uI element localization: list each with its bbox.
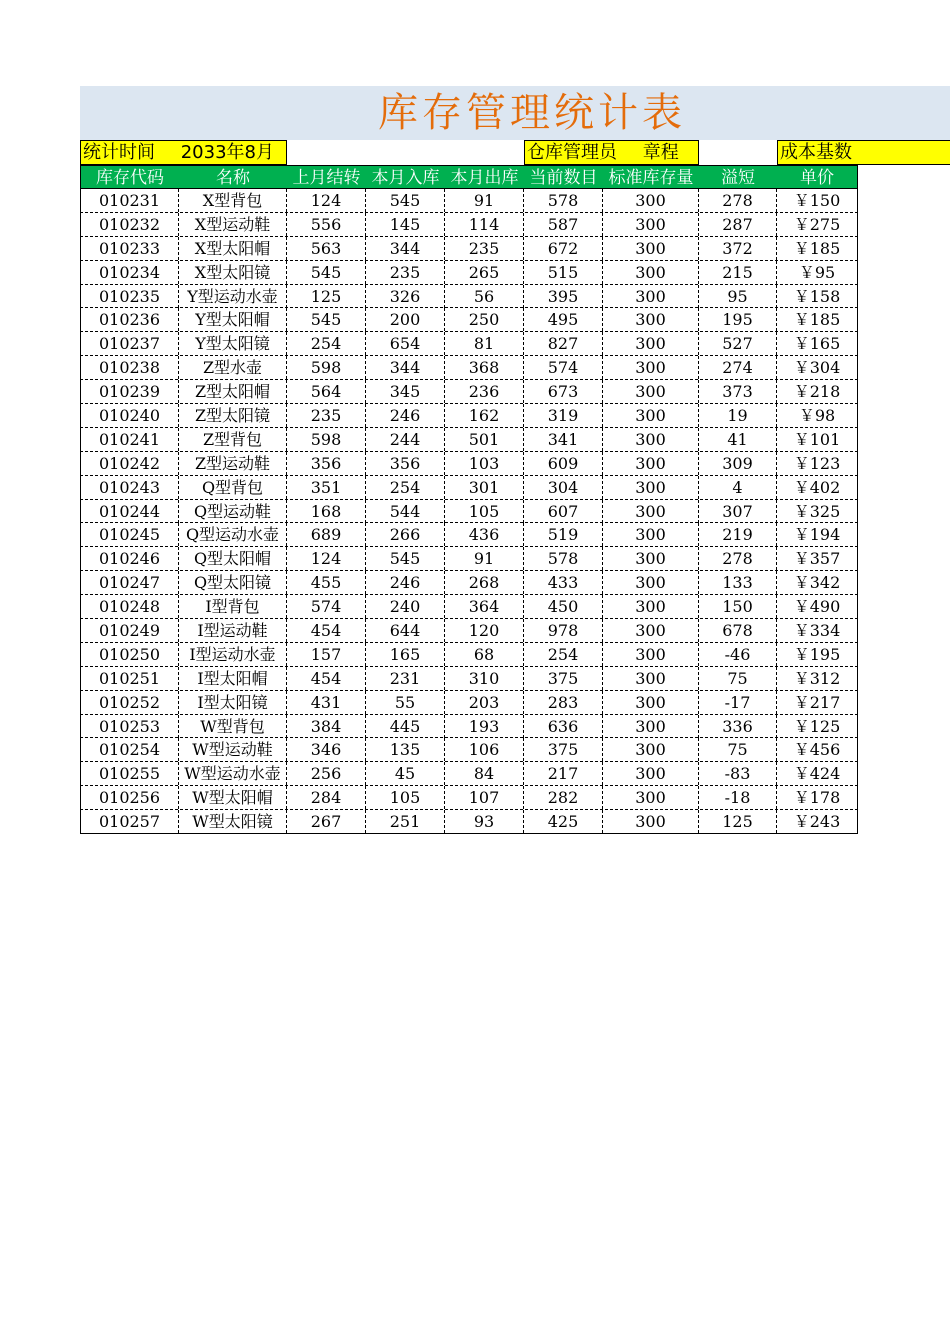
cell-name[interactable]: Z型太阳帽 xyxy=(179,380,287,403)
cell-price[interactable]: ￥304 xyxy=(777,356,858,379)
cell-out[interactable]: 107 xyxy=(445,786,524,809)
cell-code[interactable]: 010254 xyxy=(80,738,179,761)
cell-current[interactable]: 519 xyxy=(524,523,603,546)
cell-price[interactable]: ￥325 xyxy=(777,500,858,523)
cell-name[interactable]: I型太阳镜 xyxy=(179,691,287,714)
table-row xyxy=(80,786,858,810)
cell-current[interactable]: 319 xyxy=(524,404,603,427)
table-row xyxy=(80,619,858,643)
cell-in[interactable]: 654 xyxy=(366,332,445,355)
period-label: 统计时间 xyxy=(83,142,155,163)
cell-current[interactable]: 574 xyxy=(524,356,603,379)
table-row xyxy=(80,595,858,619)
cell-last-month[interactable]: 431 xyxy=(287,691,366,714)
cell-standard[interactable]: 300 xyxy=(603,715,699,738)
period-cell[interactable] xyxy=(80,140,287,165)
cell-price[interactable]: ￥150 xyxy=(777,189,858,212)
cell-out[interactable]: 91 xyxy=(445,189,524,212)
cell-out[interactable]: 114 xyxy=(445,213,524,236)
cell-last-month[interactable]: 563 xyxy=(287,237,366,260)
cell-name[interactable]: X型太阳镜 xyxy=(179,261,287,284)
cell-current[interactable]: 341 xyxy=(524,428,603,451)
cell-in[interactable]: 344 xyxy=(366,356,445,379)
cell-price[interactable]: ￥185 xyxy=(777,308,858,331)
cell-standard[interactable]: 300 xyxy=(603,428,699,451)
cell-current[interactable]: 578 xyxy=(524,189,603,212)
cell-name[interactable]: I型太阳帽 xyxy=(179,667,287,690)
cell-out[interactable]: 268 xyxy=(445,571,524,594)
cell-current[interactable]: 283 xyxy=(524,691,603,714)
cell-name[interactable]: X型运动鞋 xyxy=(179,213,287,236)
cell-code[interactable]: 010250 xyxy=(80,643,179,666)
table-row xyxy=(80,667,858,691)
cell-in[interactable]: 231 xyxy=(366,667,445,690)
cell-code[interactable]: 010249 xyxy=(80,619,179,642)
cell-code[interactable]: 010231 xyxy=(80,189,179,212)
cell-code[interactable]: 010248 xyxy=(80,595,179,618)
cell-out[interactable]: 235 xyxy=(445,237,524,260)
cell-last-month[interactable]: 545 xyxy=(287,308,366,331)
cell-standard[interactable]: 300 xyxy=(603,404,699,427)
cell-last-month[interactable]: 384 xyxy=(287,715,366,738)
table-row xyxy=(80,547,858,571)
cell-current[interactable]: 578 xyxy=(524,547,603,570)
cell-last-month[interactable]: 124 xyxy=(287,189,366,212)
cell-out[interactable]: 193 xyxy=(445,715,524,738)
cell-current[interactable]: 495 xyxy=(524,308,603,331)
cell-in[interactable]: 344 xyxy=(366,237,445,260)
cell-surplus[interactable]: -18 xyxy=(699,786,777,809)
cell-standard[interactable]: 300 xyxy=(603,786,699,809)
cell-current[interactable]: 425 xyxy=(524,810,603,833)
cell-in[interactable]: 246 xyxy=(366,571,445,594)
cell-surplus[interactable]: 4 xyxy=(699,476,777,499)
cell-out[interactable]: 250 xyxy=(445,308,524,331)
cell-out[interactable]: 81 xyxy=(445,332,524,355)
cell-last-month[interactable]: 284 xyxy=(287,786,366,809)
cell-price[interactable]: ￥165 xyxy=(777,332,858,355)
cell-code[interactable]: 010253 xyxy=(80,715,179,738)
table-row xyxy=(80,189,858,213)
cell-surplus[interactable]: 219 xyxy=(699,523,777,546)
manager-name: 章程 xyxy=(642,142,679,163)
cell-standard[interactable]: 300 xyxy=(603,595,699,618)
cell-surplus[interactable]: -83 xyxy=(699,762,777,785)
cell-code[interactable]: 010256 xyxy=(80,786,179,809)
cell-standard[interactable]: 300 xyxy=(603,308,699,331)
table-row xyxy=(80,285,858,309)
cell-last-month[interactable]: 157 xyxy=(287,643,366,666)
cell-code[interactable]: 010239 xyxy=(80,380,179,403)
column-header-row xyxy=(80,165,858,189)
cell-name[interactable]: I型运动鞋 xyxy=(179,619,287,642)
table-row xyxy=(80,308,858,332)
cell-current[interactable]: 375 xyxy=(524,738,603,761)
cell-out[interactable]: 436 xyxy=(445,523,524,546)
cell-standard[interactable]: 300 xyxy=(603,189,699,212)
cell-current[interactable]: 978 xyxy=(524,619,603,642)
manager-label: 仓库管理员 xyxy=(527,142,617,163)
cell-surplus[interactable]: 307 xyxy=(699,500,777,523)
cell-code[interactable]: 010240 xyxy=(80,404,179,427)
cell-current[interactable]: 607 xyxy=(524,500,603,523)
cell-name[interactable]: W型运动鞋 xyxy=(179,738,287,761)
cell-surplus[interactable]: 95 xyxy=(699,285,777,308)
cell-surplus[interactable]: -17 xyxy=(699,691,777,714)
cell-code[interactable]: 010252 xyxy=(80,691,179,714)
cell-last-month[interactable]: 574 xyxy=(287,595,366,618)
cell-current[interactable]: 282 xyxy=(524,786,603,809)
table-row xyxy=(80,738,858,762)
cell-out[interactable]: 265 xyxy=(445,261,524,284)
cell-code[interactable]: 010251 xyxy=(80,667,179,690)
cell-last-month[interactable]: 168 xyxy=(287,500,366,523)
table-row xyxy=(80,715,858,739)
cell-surplus[interactable]: 278 xyxy=(699,189,777,212)
table-row xyxy=(80,332,858,356)
cell-price[interactable]: ￥312 xyxy=(777,667,858,690)
cell-price[interactable]: ￥357 xyxy=(777,547,858,570)
cell-standard[interactable]: 300 xyxy=(603,619,699,642)
cell-last-month[interactable]: 351 xyxy=(287,476,366,499)
cell-price[interactable]: ￥195 xyxy=(777,643,858,666)
data-table-body xyxy=(80,189,858,834)
cell-in[interactable]: 545 xyxy=(366,547,445,570)
cell-out[interactable]: 68 xyxy=(445,643,524,666)
cell-out[interactable]: 368 xyxy=(445,356,524,379)
cost-base-label: 成本基数 xyxy=(780,142,852,163)
cell-in[interactable]: 254 xyxy=(366,476,445,499)
column-header-price[interactable]: 单价 xyxy=(777,165,858,189)
cell-price[interactable]: ￥217 xyxy=(777,691,858,714)
sheet-title: 库存管理统计表 xyxy=(80,86,950,140)
table-row xyxy=(80,404,858,428)
cell-code[interactable]: 010245 xyxy=(80,523,179,546)
cell-out[interactable]: 364 xyxy=(445,595,524,618)
column-header-last-month[interactable]: 上月结转 xyxy=(287,165,366,189)
cell-current[interactable]: 672 xyxy=(524,237,603,260)
table-row xyxy=(80,380,858,404)
cell-code[interactable]: 010232 xyxy=(80,213,179,236)
cell-standard[interactable]: 300 xyxy=(603,356,699,379)
cell-current[interactable]: 827 xyxy=(524,332,603,355)
cell-price[interactable]: ￥218 xyxy=(777,380,858,403)
cell-in[interactable]: 266 xyxy=(366,523,445,546)
cell-standard[interactable]: 300 xyxy=(603,500,699,523)
cell-last-month[interactable]: 689 xyxy=(287,523,366,546)
cell-standard[interactable]: 300 xyxy=(603,571,699,594)
cell-surplus[interactable]: 274 xyxy=(699,356,777,379)
cell-price[interactable]: ￥456 xyxy=(777,738,858,761)
cell-surplus[interactable]: 278 xyxy=(699,547,777,570)
cell-in[interactable]: 244 xyxy=(366,428,445,451)
cell-standard[interactable]: 300 xyxy=(603,810,699,833)
cell-price[interactable]: ￥98 xyxy=(777,404,858,427)
cell-name[interactable]: Z型运动鞋 xyxy=(179,452,287,475)
info-row xyxy=(80,140,950,165)
table-row xyxy=(80,523,858,547)
cell-current[interactable]: 217 xyxy=(524,762,603,785)
cell-standard[interactable]: 300 xyxy=(603,738,699,761)
cell-name[interactable]: I型背包 xyxy=(179,595,287,618)
cell-name[interactable]: I型运动水壶 xyxy=(179,643,287,666)
cell-surplus[interactable]: 527 xyxy=(699,332,777,355)
cell-name[interactable]: Z型水壶 xyxy=(179,356,287,379)
cell-current[interactable]: 375 xyxy=(524,667,603,690)
table-row xyxy=(80,500,858,524)
cell-current[interactable]: 450 xyxy=(524,595,603,618)
cell-price[interactable]: ￥194 xyxy=(777,523,858,546)
cell-surplus[interactable]: 19 xyxy=(699,404,777,427)
cell-name[interactable]: X型背包 xyxy=(179,189,287,212)
cell-surplus[interactable]: 287 xyxy=(699,213,777,236)
cell-price[interactable]: ￥342 xyxy=(777,571,858,594)
cell-standard[interactable]: 300 xyxy=(603,452,699,475)
cell-standard[interactable]: 300 xyxy=(603,285,699,308)
cell-price[interactable]: ￥125 xyxy=(777,715,858,738)
cell-standard[interactable]: 300 xyxy=(603,261,699,284)
cell-standard[interactable]: 300 xyxy=(603,643,699,666)
cell-in[interactable]: 135 xyxy=(366,738,445,761)
table-row xyxy=(80,476,858,500)
cell-last-month[interactable]: 545 xyxy=(287,261,366,284)
column-header-code[interactable]: 库存代码 xyxy=(80,165,179,189)
cell-surplus[interactable]: 125 xyxy=(699,810,777,833)
cell-in[interactable]: 45 xyxy=(366,762,445,785)
cell-out[interactable]: 203 xyxy=(445,691,524,714)
cell-last-month[interactable]: 455 xyxy=(287,571,366,594)
column-header-surplus[interactable]: 溢短 xyxy=(699,165,777,189)
cell-standard[interactable]: 300 xyxy=(603,213,699,236)
cell-name[interactable]: Y型运动水壶 xyxy=(179,285,287,308)
table-row xyxy=(80,261,858,285)
cell-code[interactable]: 010235 xyxy=(80,285,179,308)
cell-in[interactable]: 545 xyxy=(366,189,445,212)
cost-base-cell[interactable] xyxy=(777,140,950,165)
cell-out[interactable]: 162 xyxy=(445,404,524,427)
cell-code[interactable]: 010233 xyxy=(80,237,179,260)
cell-standard[interactable]: 300 xyxy=(603,380,699,403)
cell-out[interactable]: 310 xyxy=(445,667,524,690)
cell-standard[interactable]: 300 xyxy=(603,332,699,355)
cell-current[interactable]: 673 xyxy=(524,380,603,403)
cell-current[interactable]: 304 xyxy=(524,476,603,499)
period-value: 2033年8月 xyxy=(180,142,274,163)
cell-in[interactable]: 105 xyxy=(366,786,445,809)
cell-out[interactable]: 56 xyxy=(445,285,524,308)
cell-last-month[interactable]: 598 xyxy=(287,428,366,451)
cell-in[interactable]: 544 xyxy=(366,500,445,523)
cell-price[interactable]: ￥275 xyxy=(777,213,858,236)
cell-name[interactable]: Q型背包 xyxy=(179,476,287,499)
cell-code[interactable]: 010257 xyxy=(80,810,179,833)
cell-name[interactable]: Y型太阳镜 xyxy=(179,332,287,355)
cell-surplus[interactable]: 309 xyxy=(699,452,777,475)
cell-name[interactable]: X型太阳帽 xyxy=(179,237,287,260)
cell-standard[interactable]: 300 xyxy=(603,237,699,260)
column-header-current[interactable]: 当前数目 xyxy=(524,165,603,189)
cell-code[interactable]: 010234 xyxy=(80,261,179,284)
cell-name[interactable]: Y型太阳帽 xyxy=(179,308,287,331)
cell-name[interactable]: Q型太阳镜 xyxy=(179,571,287,594)
cell-current[interactable]: 395 xyxy=(524,285,603,308)
cell-surplus[interactable]: 372 xyxy=(699,237,777,260)
cell-in[interactable]: 356 xyxy=(366,452,445,475)
table-row xyxy=(80,762,858,786)
column-header-out[interactable]: 本月出库 xyxy=(445,165,524,189)
table-row xyxy=(80,691,858,715)
cell-price[interactable]: ￥101 xyxy=(777,428,858,451)
cell-code[interactable]: 010241 xyxy=(80,428,179,451)
cell-price[interactable]: ￥178 xyxy=(777,786,858,809)
cell-out[interactable]: 501 xyxy=(445,428,524,451)
cell-surplus[interactable]: 41 xyxy=(699,428,777,451)
cell-surplus[interactable]: 215 xyxy=(699,261,777,284)
column-header-name[interactable]: 名称 xyxy=(179,165,287,189)
cell-price[interactable]: ￥158 xyxy=(777,285,858,308)
cell-out[interactable]: 236 xyxy=(445,380,524,403)
cell-surplus[interactable]: 373 xyxy=(699,380,777,403)
cell-surplus[interactable]: 195 xyxy=(699,308,777,331)
cell-code[interactable]: 010242 xyxy=(80,452,179,475)
cell-name[interactable]: Q型太阳帽 xyxy=(179,547,287,570)
manager-cell[interactable] xyxy=(524,140,699,165)
cell-current[interactable]: 433 xyxy=(524,571,603,594)
cell-name[interactable]: Q型运动水壶 xyxy=(179,523,287,546)
cell-surplus[interactable]: 133 xyxy=(699,571,777,594)
cell-last-month[interactable]: 598 xyxy=(287,356,366,379)
table-row xyxy=(80,643,858,667)
table-row xyxy=(80,237,858,261)
cell-code[interactable]: 010244 xyxy=(80,500,179,523)
cell-out[interactable]: 106 xyxy=(445,738,524,761)
cell-last-month[interactable]: 356 xyxy=(287,452,366,475)
table-row xyxy=(80,428,858,452)
cell-current[interactable]: 515 xyxy=(524,261,603,284)
cell-price[interactable]: ￥490 xyxy=(777,595,858,618)
cell-in[interactable]: 445 xyxy=(366,715,445,738)
cell-price[interactable]: ￥95 xyxy=(777,261,858,284)
cell-surplus[interactable]: -46 xyxy=(699,643,777,666)
cell-code[interactable]: 010236 xyxy=(80,308,179,331)
cell-out[interactable]: 120 xyxy=(445,619,524,642)
cell-code[interactable]: 010247 xyxy=(80,571,179,594)
cell-in[interactable]: 145 xyxy=(366,213,445,236)
cell-name[interactable]: Q型运动鞋 xyxy=(179,500,287,523)
cell-last-month[interactable]: 256 xyxy=(287,762,366,785)
cell-name[interactable]: W型太阳镜 xyxy=(179,810,287,833)
cell-code[interactable]: 010255 xyxy=(80,762,179,785)
cell-name[interactable]: Z型太阳镜 xyxy=(179,404,287,427)
cell-in[interactable]: 246 xyxy=(366,404,445,427)
cell-name[interactable]: Z型背包 xyxy=(179,428,287,451)
cell-last-month[interactable]: 556 xyxy=(287,213,366,236)
cell-code[interactable]: 010246 xyxy=(80,547,179,570)
cell-in[interactable]: 165 xyxy=(366,643,445,666)
cell-current[interactable]: 609 xyxy=(524,452,603,475)
cell-standard[interactable]: 300 xyxy=(603,762,699,785)
cell-out[interactable]: 93 xyxy=(445,810,524,833)
cell-code[interactable]: 010237 xyxy=(80,332,179,355)
cell-in[interactable]: 235 xyxy=(366,261,445,284)
cell-price[interactable]: ￥243 xyxy=(777,810,858,833)
cell-last-month[interactable]: 235 xyxy=(287,404,366,427)
table-row xyxy=(80,452,858,476)
cell-price[interactable]: ￥334 xyxy=(777,619,858,642)
cell-surplus[interactable]: 336 xyxy=(699,715,777,738)
cell-out[interactable]: 105 xyxy=(445,500,524,523)
cell-standard[interactable]: 300 xyxy=(603,667,699,690)
cell-out[interactable]: 301 xyxy=(445,476,524,499)
cell-price[interactable]: ￥424 xyxy=(777,762,858,785)
cell-name[interactable]: W型背包 xyxy=(179,715,287,738)
cell-last-month[interactable]: 564 xyxy=(287,380,366,403)
column-header-standard[interactable]: 标准库存量 xyxy=(603,165,699,189)
cell-name[interactable]: W型太阳帽 xyxy=(179,786,287,809)
cell-current[interactable]: 587 xyxy=(524,213,603,236)
cell-last-month[interactable]: 454 xyxy=(287,619,366,642)
cell-last-month[interactable]: 454 xyxy=(287,667,366,690)
table-row xyxy=(80,810,858,834)
cell-in[interactable]: 326 xyxy=(366,285,445,308)
cell-last-month[interactable]: 124 xyxy=(287,547,366,570)
column-header-in[interactable]: 本月入库 xyxy=(366,165,445,189)
cell-in[interactable]: 345 xyxy=(366,380,445,403)
cell-code[interactable]: 010238 xyxy=(80,356,179,379)
table-row xyxy=(80,356,858,380)
cell-price[interactable]: ￥123 xyxy=(777,452,858,475)
cell-surplus[interactable]: 75 xyxy=(699,667,777,690)
cell-standard[interactable]: 300 xyxy=(603,691,699,714)
cell-current[interactable]: 636 xyxy=(524,715,603,738)
cell-in[interactable]: 644 xyxy=(366,619,445,642)
table-row xyxy=(80,213,858,237)
cell-last-month[interactable]: 125 xyxy=(287,285,366,308)
cell-last-month[interactable]: 267 xyxy=(287,810,366,833)
cell-name[interactable]: W型运动水壶 xyxy=(179,762,287,785)
cell-surplus[interactable]: 75 xyxy=(699,738,777,761)
cell-surplus[interactable]: 678 xyxy=(699,619,777,642)
cell-surplus[interactable]: 150 xyxy=(699,595,777,618)
cell-in[interactable]: 55 xyxy=(366,691,445,714)
cell-in[interactable]: 240 xyxy=(366,595,445,618)
cell-out[interactable]: 91 xyxy=(445,547,524,570)
cell-standard[interactable]: 300 xyxy=(603,476,699,499)
cell-current[interactable]: 254 xyxy=(524,643,603,666)
cell-in[interactable]: 200 xyxy=(366,308,445,331)
cell-last-month[interactable]: 346 xyxy=(287,738,366,761)
cell-standard[interactable]: 300 xyxy=(603,547,699,570)
table-row xyxy=(80,571,858,595)
cell-last-month[interactable]: 254 xyxy=(287,332,366,355)
cell-in[interactable]: 251 xyxy=(366,810,445,833)
cell-standard[interactable]: 300 xyxy=(603,523,699,546)
cell-price[interactable]: ￥185 xyxy=(777,237,858,260)
cell-out[interactable]: 103 xyxy=(445,452,524,475)
cell-price[interactable]: ￥402 xyxy=(777,476,858,499)
cell-out[interactable]: 84 xyxy=(445,762,524,785)
cell-code[interactable]: 010243 xyxy=(80,476,179,499)
